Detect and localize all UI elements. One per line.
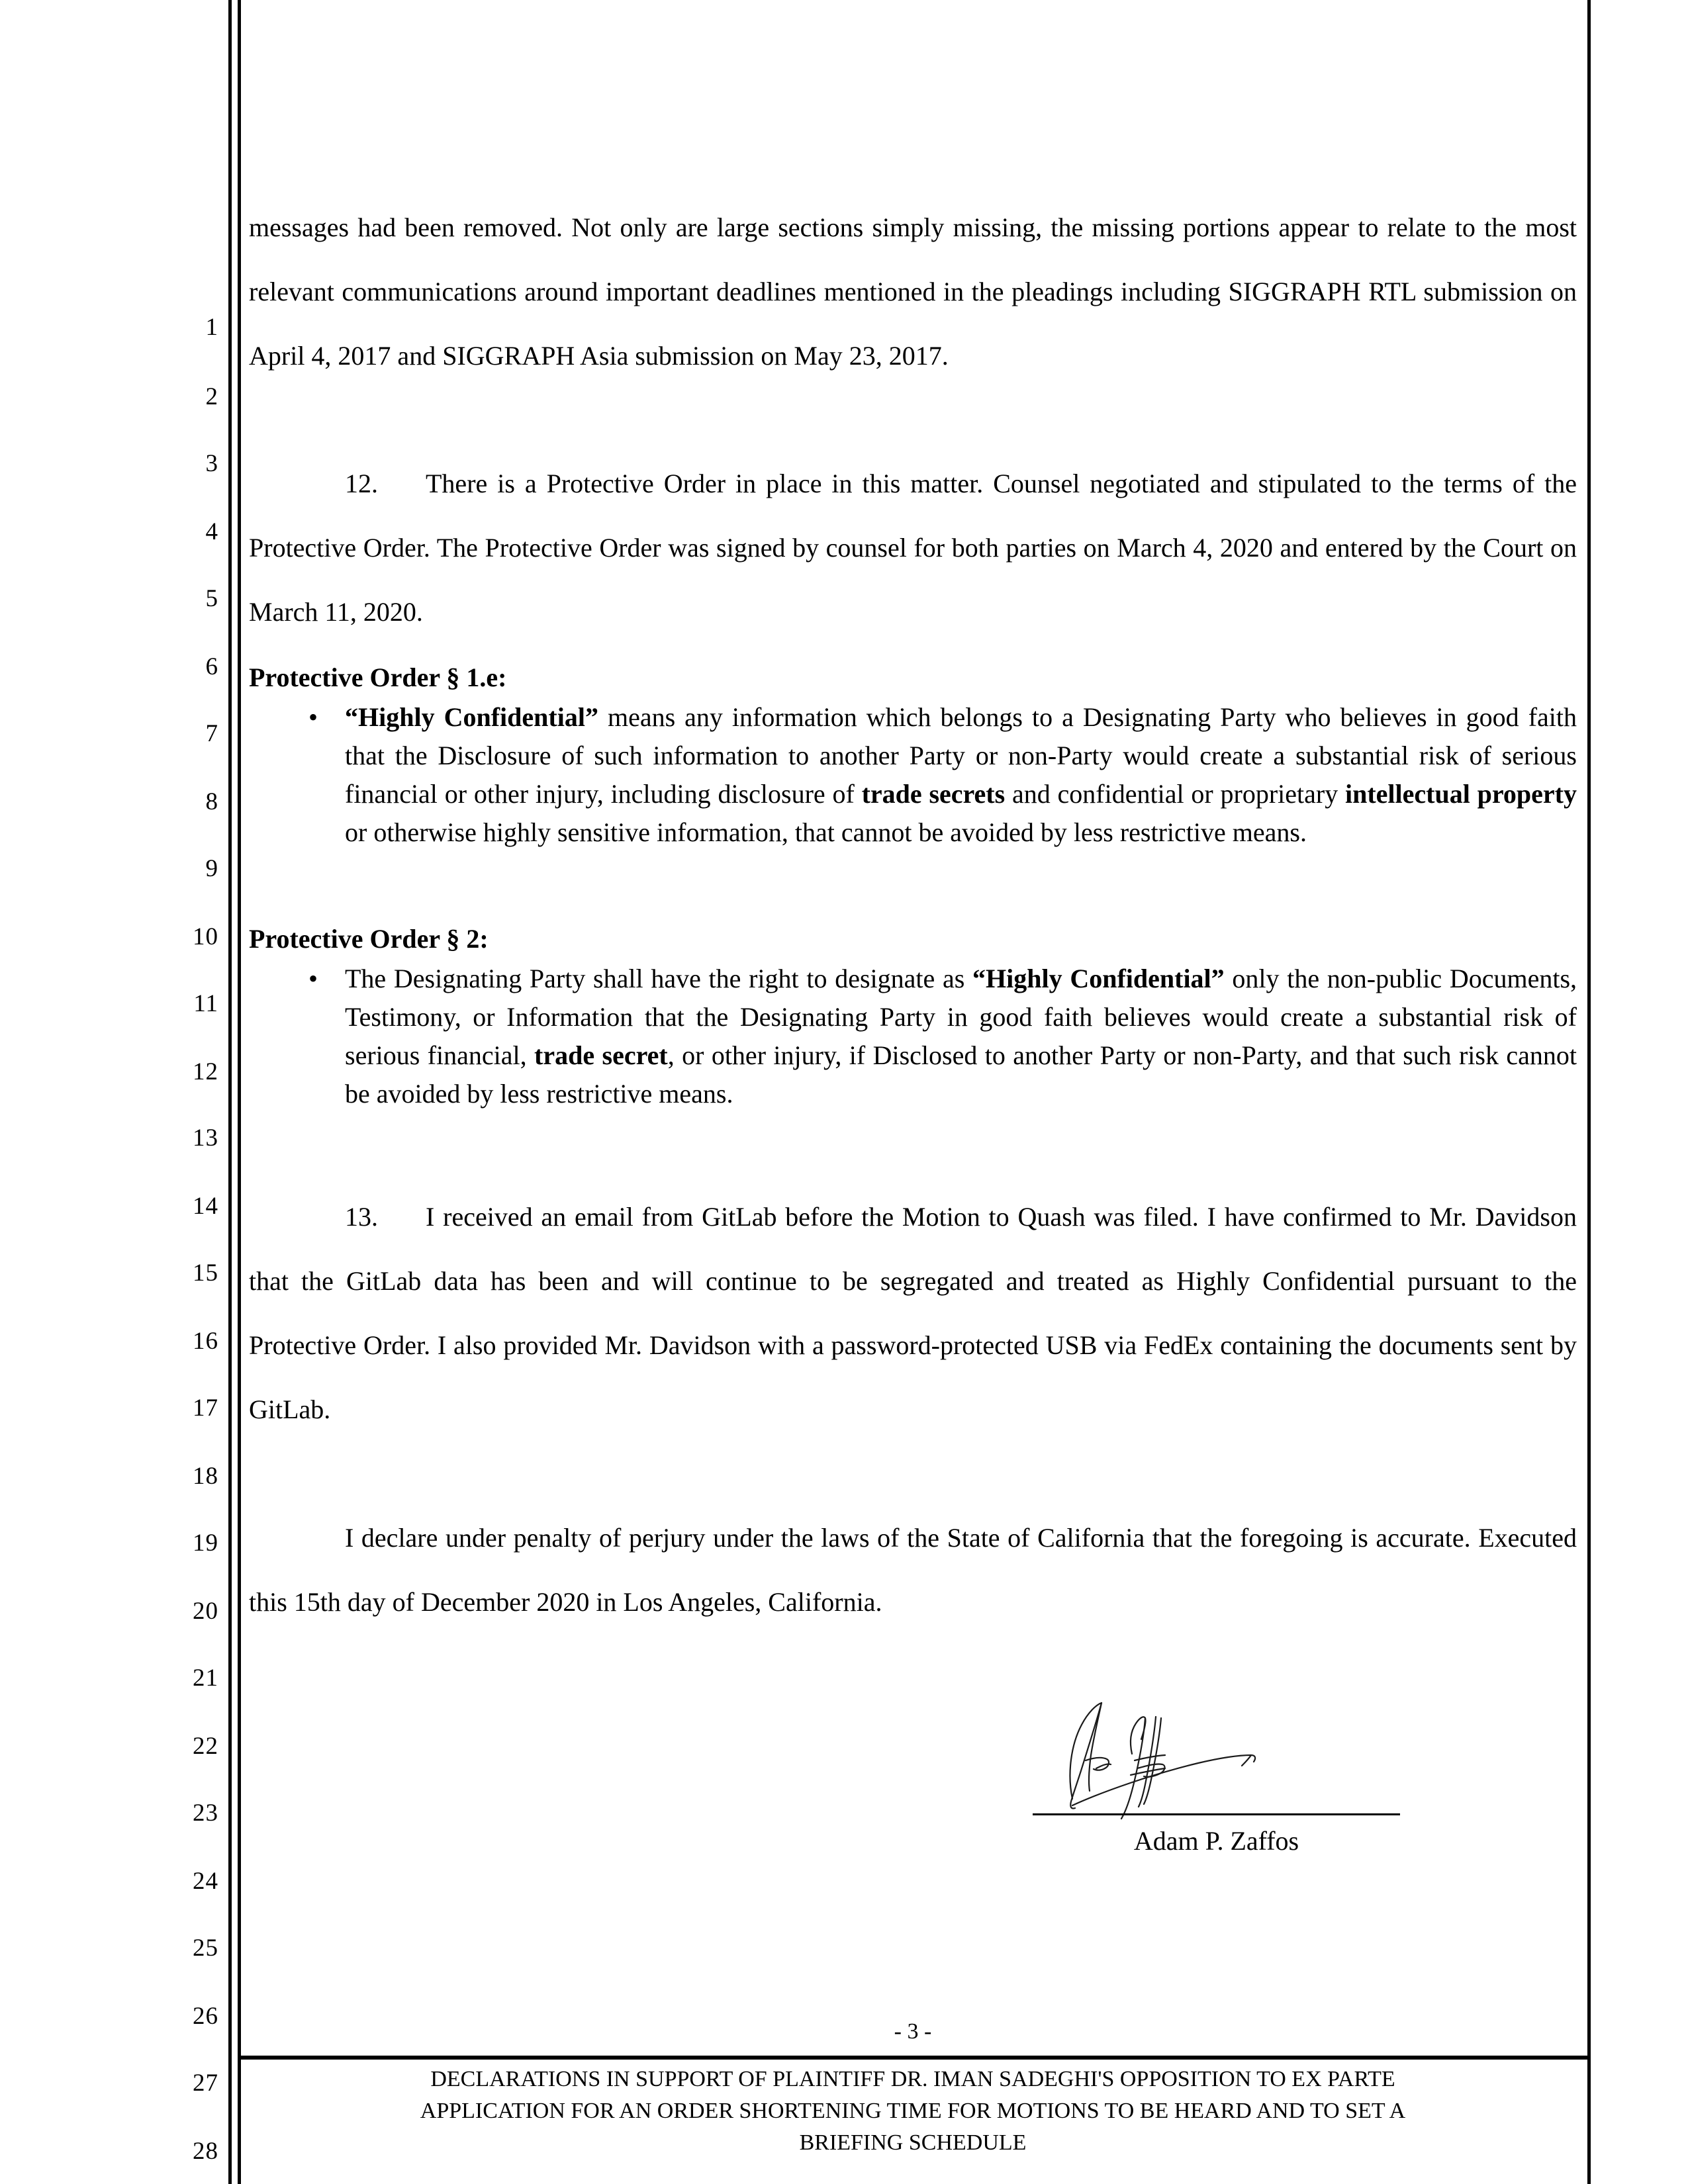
line-number: 12 [193,1058,218,1085]
emphasis-text: “Highly Confidential” [972,964,1225,993]
bullet-item [249,698,1577,852]
paragraph-12-number: 12. [345,469,378,498]
right-margin-rule [1587,0,1591,2184]
footer-rule [241,2056,1587,2060]
page-number: - 3 - [894,2019,932,2044]
line-number: 18 [193,1463,218,1490]
line-number: 23 [193,1799,218,1827]
line-number: 9 [205,854,218,882]
plain-text: means any information which belongs to a Designating Party who believes in good faith that the Disclosure of such information to another Party or non-Party would create a substantial risk of serious financial or other injury, including disclosure of [345,702,1577,809]
footer-caption [249,2064,1577,2159]
line-number: 27 [193,2069,218,2097]
line-number: 11 [193,989,218,1017]
line-number: 4 [205,518,218,545]
line-number: 1 [205,313,218,341]
footer-caption-line: APPLICATION FOR AN ORDER SHORTENING TIME FOR MOTIONS TO BE HEARD AND TO SET A [420,2099,1406,2123]
line-number: 24 [193,1867,218,1895]
line-number: 19 [193,1529,218,1557]
plain-text: only the non-public Documents, Testimony, or Information that the Designating Party in good faith believes would create a substantial risk of serious financial, [345,964,1577,1070]
heading-protective-order-2: Protective Order § 2: [249,924,489,954]
bullet-dot-icon: • [308,964,318,993]
heading-protective-order-1e: Protective Order § 1.e: [249,662,507,692]
paragraph-13-text: I received an email from GitLab before the Motion to Quash was filed. I have confirmed to Mr. Davidson that the GitLab data has been and will continue to be segregated and treated as Highly Confidential pursuant to the Protective Order. I also provided Mr. Davidson with a password-protected USB via FedEx containing the documents sent by GitLab. [249,1202,1577,1424]
line-number: 14 [193,1193,218,1220]
emphasis-text: “Highly Confidential” [345,702,598,732]
line-number: 28 [193,2137,218,2165]
left-margin-rule-outer [228,0,232,2184]
signature-block [1033,1681,1403,1880]
paragraph-12-text: There is a Protective Order in place in this matter. Counsel negotiated and stipulated to the terms of the Protective Order. The Protective Order was signed by counsel for both parties on March 4, 2020 and entered by the Court on March 11, 2020. [249,469,1577,627]
line-number: 20 [193,1598,218,1625]
handwritten-signature-icon [1033,1681,1311,1827]
paragraph-continuation: messages had been removed. Not only are large sections simply missing, the missing portions appear to relate to the most relevant communications around important deadlines mentioned in the pleadings including SIGGRAPH RTL submission on April 4, 2017 and SIGGRAPH Asia submission on May 23, 2017. [249,212,1577,371]
emphasis-text: intellectual property [1345,779,1577,809]
line-number: 10 [193,923,218,950]
line-number-gutter [119,0,218,2184]
line-number: 3 [205,449,218,477]
paragraph-13-number: 13. [345,1202,378,1232]
emphasis-text: trade secrets [861,779,1006,809]
bullet-text-protective-order-2 [345,964,1577,1109]
footer-caption-line: BRIEFING SCHEDULE [799,2130,1027,2155]
plain-text: and confidential or proprietary [1005,779,1345,809]
left-margin-rule-inner [238,0,241,2184]
line-number: 15 [193,1259,218,1287]
bullet-text-protective-order-1e [345,702,1577,847]
signer-name: Adam P. Zaffos [1133,1826,1299,1856]
line-number: 5 [205,584,218,612]
line-number: 17 [193,1394,218,1422]
plain-text: The Designating Party shall have the right to designate as [345,964,973,993]
line-number: 25 [193,1934,218,1962]
line-number: 22 [193,1732,218,1760]
line-number: 7 [205,719,218,747]
emphasis-text: trade secret [534,1040,668,1070]
footer-caption-line: DECLARATIONS IN SUPPORT OF PLAINTIFF DR. IMAN SADEGHI'S OPPOSITION TO EX PARTE [430,2067,1395,2091]
paragraph-12 [249,451,1577,644]
bullet-item [249,960,1577,1113]
bullet-block-protective-order-2 [249,960,1577,1113]
line-number: 16 [193,1328,218,1355]
plain-text: or otherwise highly sensitive information, that cannot be avoided by less restrictive means. [345,817,1307,847]
declaration-paragraph [249,1506,1577,1634]
line-number: 13 [193,1124,218,1152]
bullet-block-protective-order-1e [249,698,1577,852]
plain-text: , or other injury, if Disclosed to another Party or non-Party, and that such risk cannot be avoided by less restrictive means. [345,1040,1577,1109]
line-number: 8 [205,788,218,815]
paragraph-13 [249,1185,1577,1441]
bullet-dot-icon: • [308,702,318,732]
line-number: 26 [193,2002,218,2030]
signature-line [1033,1813,1400,1815]
line-number: 21 [193,1664,218,1692]
declaration-text: I declare under penalty of perjury under the laws of the State of California that the foregoing is accurate. Executed this 15th day of December 2020 in Los Angeles, California. [249,1523,1577,1617]
line-number: 6 [205,653,218,680]
line-number: 2 [205,383,218,411]
